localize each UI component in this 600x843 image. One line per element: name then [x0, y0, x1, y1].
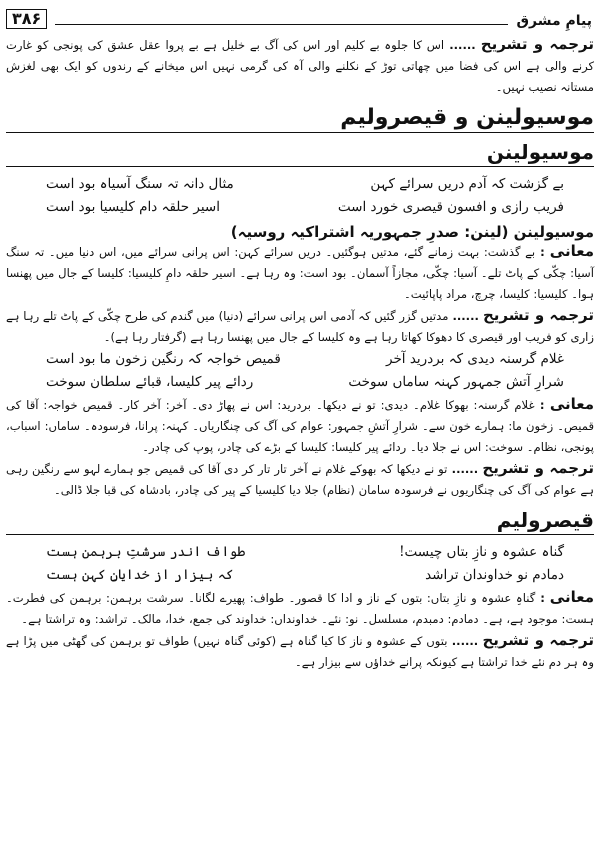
verse-hemistich: غلام گرسنہ دیدی کہ بردرید آخر [386, 351, 564, 367]
paragraph: ترجمہ و تشریح ...... اس کا جلوہ بے کلیم اور اس کی آگ بے خلیل ہے بے پروا عقل عشق کی پونجی کو غارت کرنے والی ہے اس کی فضا میں چھاتی توڑ کے نکلنے والی آہ کی گرمی نہیں اس میخانے کے رندوں کو ایک بھی لغزش مستانہ نصیب نہیں۔ [6, 35, 594, 94]
poem-rule [6, 166, 594, 167]
verse-line [6, 196, 594, 219]
paragraph: ترجمہ و تشریح ...... بتوں کے عشوہ و ناز کا کیا گناہ ہے (کوئی گناہ نہیں) طواف تو برہمن کی گھٹی میں پڑا ہے وہ ہر دم نئے خدا تراشتا ہے کیونکہ پرانے خداؤں سے بیزار ہے۔ [6, 631, 594, 669]
verse-line [6, 173, 594, 196]
header-rule [55, 24, 508, 25]
paragraph-label: معانی [549, 242, 594, 260]
verse-hemistich: بے گزشت کہ آدم دریں سرائے کہن [370, 176, 564, 192]
verse-hemistich: فریب رازی و افسون قیصری خورد است [337, 199, 564, 215]
verse-hemistich: شرارِ آتش جمہور کہنہ ساماں سوخت [348, 374, 564, 390]
page-number: ۳۸۶ [6, 9, 47, 29]
page-body [6, 34, 594, 673]
paragraph-label: معانی [549, 588, 594, 606]
running-header [6, 3, 594, 29]
paragraph-label: ترجمہ و تشریح [482, 306, 595, 324]
verse-hemistich: قمیص خواجہ کہ رنگین زخون ما بود است [46, 351, 281, 367]
paragraph-text: غلام گرسنہ: بھوکا غلام۔ دیدی: تو نے دیکھا۔ بردرید: اس نے پھاڑ دی۔ آخر: آخر کار۔ قمیص خواجہ: آقا کی قمیص۔ زخون ما: ہمارے خون سے۔ شرارِ آتشِ جمہور: عوام کی آگ کی چنگاریاں۔ کہنہ: پرانا، فرسودہ۔ ساماں: اسباب، پونجی، نظام۔ سوخت: اس نے جلا دیا۔ ردائے پیر کلیسا: کلیسا کے بڑے کی چادر، پوپ کی چادر۔ [6, 398, 594, 454]
verse-hemistich: طواف اندر سرشتِ برہمن ہست [46, 544, 246, 560]
paragraph-text: بے گذشت: بہت زمانے گئے، مدتیں ہوگئیں۔ دریں سرائے کہن: اس پرانی سرائے میں، اس دنیا میں۔ تہ سنگ آسیا: چکّی کے پاٹ تلے۔ آسیا: چکّی، مجازاً آسمان۔ بود است: وہ رہا ہے۔ اسیر حلقہ دامِ کلیسیا: کلیسا کے جال میں پھنسا ہوا۔ کلیسیا: کلیسا، چرچ، مراد پاپائیت۔ [6, 245, 594, 301]
paragraph-label: ترجمہ و تشریح [482, 459, 594, 477]
poem-heading: قیصرولیم [496, 508, 594, 532]
paragraph-label: ترجمہ و تشریح [480, 35, 594, 53]
verse-hemistich: ردائے پیر کلیسا، قبائے سلطان سوخت [46, 374, 254, 390]
paragraph-text: بتوں کے عشوہ و ناز کا کیا گناہ ہے (کوئی گناہ نہیں) طواف تو برہمن کی گھٹی میں پڑا ہے وہ ہر دم نئے خدا تراشتا ہے کیونکہ پرانے خداؤں سے بیزار ہے۔ [6, 634, 594, 669]
subheading-line: موسیولینن (لینن: صدرِ جمہوریہ اشتراکیہ روسیہ) [230, 223, 594, 241]
poem-rule [6, 534, 594, 535]
verse-line [6, 564, 594, 587]
paragraph: ترجمہ و تشریح ...... تو نے دیکھا کہ بھوکے غلام نے آخر تار تار کر دی آقا کی قمیص جو ہمارے لہو سے رنگین رہی ہے عوام کی آگ کی چنگاریوں نے فرسودہ سامان (نظام) جلا دیا کلیسیا کے پیر کی چادر، بادشاہ کی قبا جلا ڈالی۔ [6, 459, 594, 497]
paragraph-label: ترجمہ و تشریح [482, 631, 594, 649]
verse-line [6, 541, 594, 564]
paragraph-text: اس کا جلوہ بے کلیم اور اس کی آگ بے خلیل ہے بے پروا عقل عشق کی پونجی کو غارت کرنے والی ہے اس کی فضا میں چھاتی توڑ کے نکلنے والی آہ کی گرمی نہیں اس میخانے کے رندوں کو ایک بھی لغزش مستانہ نصیب نہیں۔ [6, 38, 594, 94]
verse-hemistich: اسیر حلقہ دام کلیسیا بود است [46, 199, 220, 215]
paragraph: ترجمہ و تشریح ...... مدتیں گزر گئیں کہ آدمی اس پرانی سرائے (دنیا) میں گندم کی طرح چکّی کے پاٹ تلے رہا ہے زاری کو فریب اور قیصری کا دھوکا کھاتا رہا ہے وہ کلیسا کے جال میں پھنسا رہا ہے (گرفتار رہا ہے)۔ [6, 306, 595, 344]
verse-line [6, 348, 594, 371]
verse-hemistich: دمادم نو خداوندان تراشد [425, 567, 564, 583]
paragraph-text: مدتیں گزر گئیں کہ آدمی اس پرانی سرائے (دنیا) میں گندم کی طرح چکّی کے پاٹ تلے رہا ہے زاری کو فریب اور قیصری کا دھوکا کھاتا رہا ہے وہ کلیسا کے جال میں پھنسا رہا ہے (گرفتار رہا ہے)۔ [6, 309, 594, 344]
poem-heading: موسیولینن [486, 140, 594, 164]
paragraph: معانی : غلام گرسنہ: بھوکا غلام۔ دیدی: تو نے دیکھا۔ بردرید: اس نے پھاڑ دی۔ آخر: آخر کار۔ قمیص خواجہ: آقا کی قمیص۔ زخون ما: ہمارے خون سے۔ شرارِ آتشِ جمہور: عوام کی آگ کی چنگاریاں۔ کہنہ: پرانا، فرسودہ۔ ساماں: اسباب، پونجی، نظام۔ سوخت: اس نے جلا دیا۔ ردائے پیر کلیسا: کلیسا کے بڑے کی چادر، پوپ کی چادر۔ [6, 395, 595, 454]
verse-hemistich: مثال دانہ تہ سنگ آسیاہ بود است [46, 176, 234, 192]
verse-hemistich: گناہ عشوہ و نازِ بتاں چیست! [399, 544, 564, 560]
section-heading: موسیولینن و قیصرولیم [340, 105, 594, 130]
book-title: پیامِ مشرق [516, 13, 592, 29]
paragraph-label: معانی [549, 395, 595, 413]
paragraph-text: گناہِ عشوہ و نازِ بتاں: بتوں کے ناز و ادا کا قصور۔ طواف: پھیرے لگانا۔ سرشت برہمن: برہمن کی فطرت۔ ہست: موجود ہے، ہے۔ دمادم: دمبدم، مسلسل۔ نو: نئے۔ خداونداں: خداوند کی جمع، خدا، مالک۔ تراشد: وہ تراشتا ہے۔ [6, 591, 594, 626]
section-rule [6, 132, 594, 133]
verse-line [6, 371, 594, 394]
paragraph-text: تو نے دیکھا کہ بھوکے غلام نے آخر تار تار کر دی آقا کی قمیص جو ہمارے لہو سے رنگین رہی ہے عوام کی آگ کی چنگاریوں نے فرسودہ سامان (نظام) جلا دیا کلیسیا کے پیر کی چادر، بادشاہ کی قبا جلا ڈالی۔ [6, 462, 594, 497]
paragraph: معانی : گناہِ عشوہ و نازِ بتاں: بتوں کے ناز و ادا کا قصور۔ طواف: پھیرے لگانا۔ سرشت برہمن: برہمن کی فطرت۔ ہست: موجود ہے، ہے۔ دمادم: دمبدم، مسلسل۔ نو: نئے۔ خداونداں: خداوند کی جمع، خدا، مالک۔ تراشد: وہ تراشتا ہے۔ [6, 588, 594, 626]
verse-hemistich: کہ بیزار از خدایانِ کہن ہست [46, 567, 234, 583]
paragraph: معانی : بے گذشت: بہت زمانے گئے، مدتیں ہوگئیں۔ دریں سرائے کہن: اس پرانی سرائے میں، اس دنیا میں۔ تہ سنگ آسیا: چکّی کے پاٹ تلے۔ آسیا: چکّی، مجازاً آسمان۔ بود است: وہ رہا ہے۔ اسیر حلقہ دامِ کلیسیا: کلیسا کے جال میں پھنسا ہوا۔ کلیسیا: کلیسا، چرچ، مراد پاپائیت۔ [6, 242, 594, 301]
